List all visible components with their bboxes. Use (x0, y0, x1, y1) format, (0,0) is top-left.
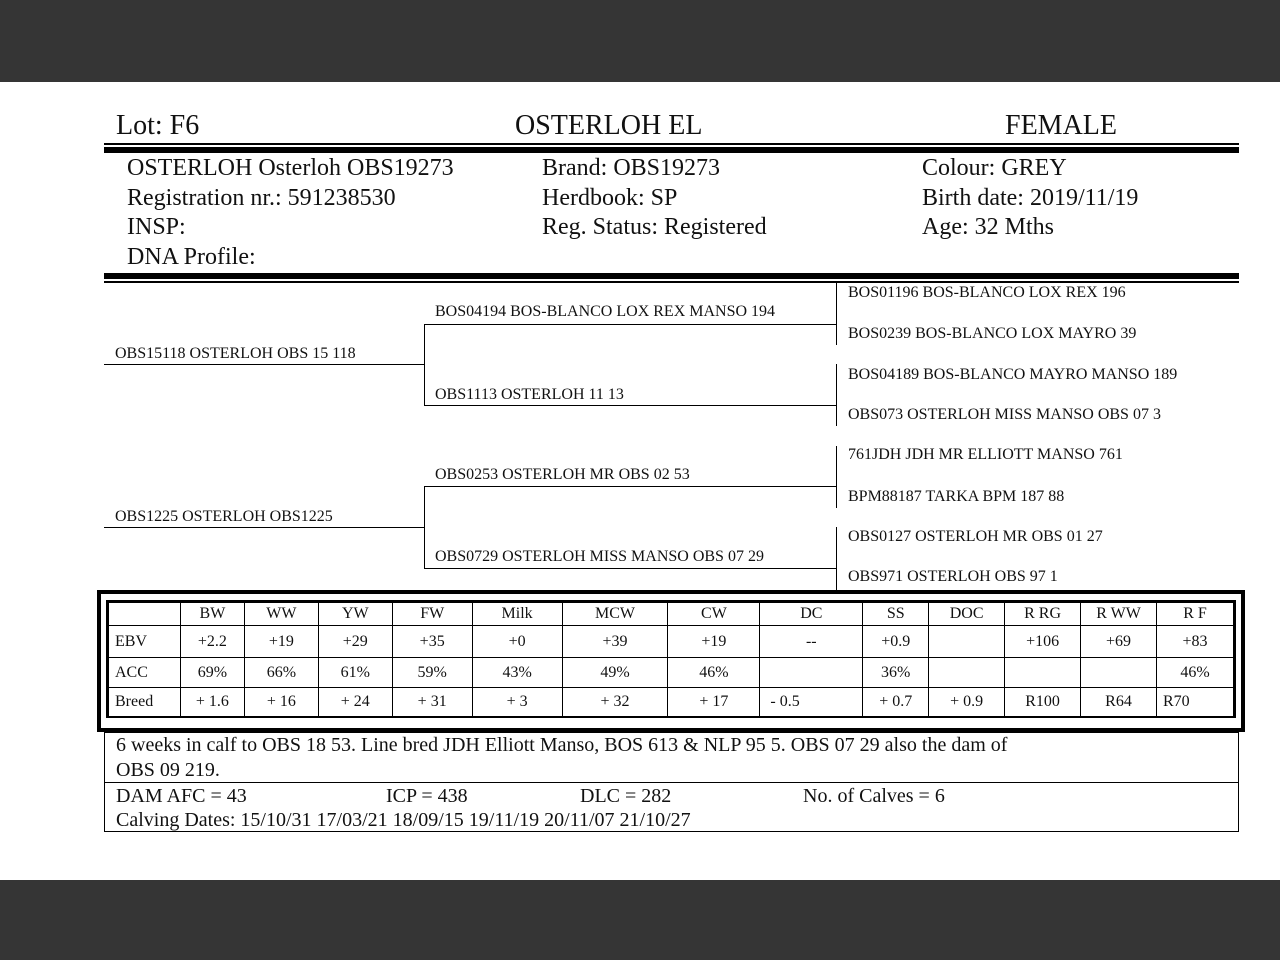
info-birth-date: Birth date: 2019/11/19 (922, 185, 1139, 211)
ebv-header-cell: BW (180, 603, 244, 626)
pedigree-gen2-name: BOS04194 BOS-BLANCO LOX REX MANSO 194 (435, 303, 776, 320)
pedigree-dam: OBS1225 OSTERLOH OBS1225 (115, 508, 333, 525)
calving-dates: Calving Dates: 15/10/31 17/03/21 18/09/15 19/11/19 20/11/07 21/10/27 (116, 809, 691, 831)
ebv-cell: +83 (1156, 626, 1233, 658)
gen3-connector-2 (836, 364, 837, 426)
info-full-name: OSTERLOH Osterloh OBS19273 (127, 155, 454, 181)
pedigree-gen3-name: OBS971 OSTERLOH OBS 97 1 (848, 568, 1058, 585)
pedigree-sire: OBS15118 OSTERLOH OBS 15 118 (115, 345, 356, 362)
ebv-cell: R64 (1081, 688, 1157, 717)
pedigree-gen2-name: OBS1113 OSTERLOH 11 13 (435, 386, 624, 403)
ebv-cell: + 16 (244, 688, 318, 717)
animal-sex: FEMALE (1005, 110, 1117, 141)
ebv-header-cell: Milk (472, 603, 562, 626)
bottom-dark-bar (0, 880, 1280, 960)
ebv-cell (929, 626, 1005, 658)
ebv-cell: +29 (318, 626, 392, 658)
ebv-cell: + 0.7 (863, 688, 929, 717)
ebv-cell (760, 658, 863, 688)
ebv-cell (929, 658, 1005, 688)
ebv-cell (1081, 658, 1157, 688)
ebv-header-cell: R F (1156, 603, 1233, 626)
header-rule-thick (104, 147, 1239, 153)
gen3-connector-4 (836, 527, 837, 590)
ebv-cell: + 0.9 (929, 688, 1005, 717)
ebv-row-ebv (109, 626, 1234, 658)
notes-divider (104, 782, 1239, 783)
pedigree-gen3-name: BOS0239 BOS-BLANCO LOX MAYRO 39 (848, 325, 1137, 342)
ebv-header-cell: R RG (1005, 603, 1081, 626)
ebv-cell: R70 (1156, 688, 1233, 717)
ebv-cell: -- (760, 626, 863, 658)
ebv-row-acc (109, 658, 1234, 688)
ebv-cell: +106 (1005, 626, 1081, 658)
ebv-cell (1005, 658, 1081, 688)
dam-connector (424, 486, 425, 568)
top-dark-bar (0, 0, 1280, 82)
ebv-cell: 46% (668, 658, 760, 688)
info-reg-status: Reg. Status: Registered (542, 214, 767, 240)
ebv-cell: +0 (472, 626, 562, 658)
gen2-line-3 (424, 486, 836, 487)
gen3-connector-3 (836, 446, 837, 508)
ebv-header-cell: WW (244, 603, 318, 626)
lot-number: Lot: F6 (116, 110, 200, 141)
dlc-value: DLC = 282 (580, 785, 672, 807)
notes-line-1: 6 weeks in calf to OBS 18 53. Line bred JDH Elliott Manso, BOS 613 & NLP 95 5. OBS 07 29 also the dam of (116, 734, 1008, 756)
info-dna-profile: DNA Profile: (127, 244, 256, 270)
ebv-header-row (109, 603, 1234, 626)
pedigree-gen3-name: OBS073 OSTERLOH MISS MANSO OBS 07 3 (848, 406, 1161, 423)
gen2-line-2 (424, 405, 836, 406)
dam-line (104, 527, 424, 528)
ebv-header-cell: DC (760, 603, 863, 626)
ebv-cell: +69 (1081, 626, 1157, 658)
pedigree-gen3-name: 761JDH JDH MR ELLIOTT MANSO 761 (848, 446, 1123, 463)
ebv-cell: +19 (668, 626, 760, 658)
ebv-cell: 43% (472, 658, 562, 688)
ebv-row-label: EBV (109, 626, 181, 658)
ebv-header-cell (109, 603, 181, 626)
animal-name: OSTERLOH EL (515, 110, 703, 141)
info-colour: Colour: GREY (922, 155, 1067, 181)
ebv-cell: + 1.6 (180, 688, 244, 717)
ebv-cell: +39 (562, 626, 668, 658)
ebv-row-label: Breed (109, 688, 181, 717)
ebv-cell: 49% (562, 658, 668, 688)
ebv-cell: + 3 (472, 688, 562, 717)
number-of-calves: No. of Calves = 6 (803, 785, 945, 807)
pedigree-gen3-name: BOS04189 BOS-BLANCO MAYRO MANSO 189 (848, 366, 1178, 383)
info-brand: Brand: OBS19273 (542, 155, 721, 181)
ebv-cell: + 31 (392, 688, 472, 717)
ebv-header-cell: FW (392, 603, 472, 626)
gen3-connector-1 (836, 283, 837, 345)
ebv-cell: 36% (863, 658, 929, 688)
ebv-cell: +19 (244, 626, 318, 658)
sire-connector (424, 324, 425, 405)
ebv-cell: - 0.5 (760, 688, 863, 717)
ebv-table (108, 602, 1234, 717)
ebv-row-breed (109, 688, 1234, 717)
ebv-cell: 46% (1156, 658, 1233, 688)
pedigree-gen2-name: OBS0253 OSTERLOH MR OBS 02 53 (435, 466, 690, 483)
ebv-header-cell: DOC (929, 603, 1005, 626)
ebv-row-label: ACC (109, 658, 181, 688)
notes-line-2: OBS 09 219. (116, 759, 220, 781)
ebv-cell: +2.2 (180, 626, 244, 658)
ebv-header-cell: SS (863, 603, 929, 626)
info-rule-thin (104, 281, 1239, 283)
ebv-cell: +0.9 (863, 626, 929, 658)
ebv-cell: 59% (392, 658, 472, 688)
dam-afc: DAM AFC = 43 (116, 785, 247, 807)
info-age: Age: 32 Mths (922, 214, 1054, 240)
pedigree-gen3-name: BOS01196 BOS-BLANCO LOX REX 196 (848, 284, 1126, 301)
gen2-line-1 (424, 324, 836, 325)
gen2-line-4 (424, 568, 836, 569)
icp-value: ICP = 438 (386, 785, 468, 807)
ebv-cell: R100 (1005, 688, 1081, 717)
info-herdbook: Herdbook: SP (542, 185, 678, 211)
info-insp: INSP: (127, 214, 186, 240)
ebv-header-cell: MCW (562, 603, 668, 626)
ebv-cell: + 17 (668, 688, 760, 717)
ebv-header-cell: YW (318, 603, 392, 626)
ebv-header-cell: CW (668, 603, 760, 626)
ebv-cell: + 32 (562, 688, 668, 717)
sire-line (104, 364, 424, 365)
ebv-cell: 66% (244, 658, 318, 688)
pedigree-gen3-name: BPM88187 TARKA BPM 187 88 (848, 488, 1065, 505)
ebv-cell: +35 (392, 626, 472, 658)
pedigree-gen3-name: OBS0127 OSTERLOH MR OBS 01 27 (848, 528, 1103, 545)
ebv-cell: 61% (318, 658, 392, 688)
ebv-header-cell: R WW (1081, 603, 1157, 626)
ebv-cell: + 24 (318, 688, 392, 717)
ebv-cell: 69% (180, 658, 244, 688)
info-registration: Registration nr.: 591238530 (127, 185, 396, 211)
header-rule-thin (104, 143, 1239, 145)
pedigree-gen2-name: OBS0729 OSTERLOH MISS MANSO OBS 07 29 (435, 548, 764, 565)
info-rule-thick (104, 273, 1239, 279)
